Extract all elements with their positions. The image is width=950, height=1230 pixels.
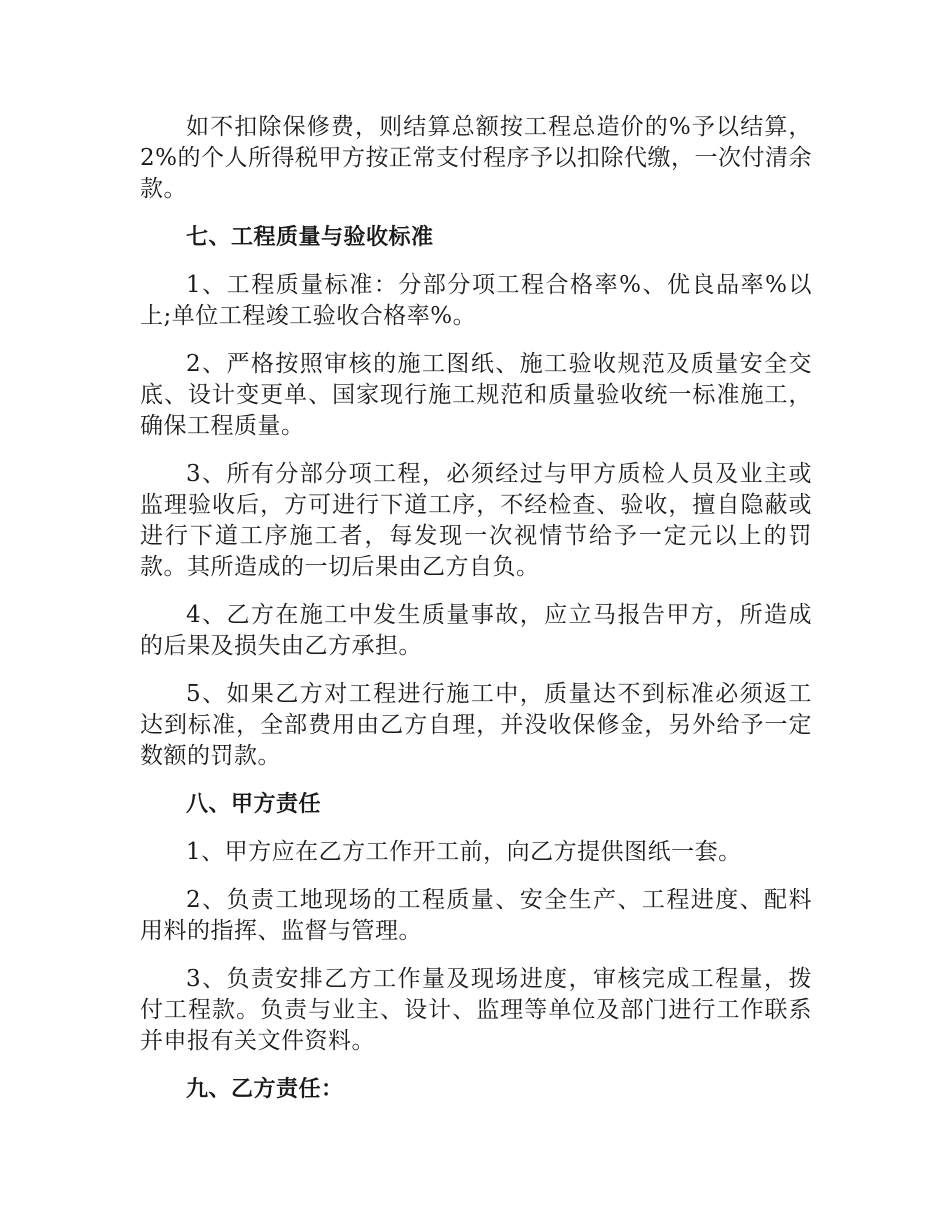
section-heading-party-b: 九、乙方责任： bbox=[186, 1077, 344, 1102]
paragraph-party-a-2: 2、负责工地现场的工程质量、安全生产、工程进度、配料用料的指挥、监督与管理。 bbox=[140, 887, 812, 944]
section-heading-quality: 七、工程质量与验收标准 bbox=[186, 225, 434, 250]
paragraph-party-a-3: 3、负责安排乙方工作量及现场进度，审核完成工程量，拨付工程款。负责与业主、设计、监理等单位及部门进行工作联系并申报有关文件资料。 bbox=[140, 966, 812, 1054]
paragraph-settlement: 如不扣除保修费，则结算总额按工程总造价的%予以结算，2%的个人所得税甲方按正常支付程序予以扣除代缴，一次付清余款。 bbox=[140, 114, 812, 202]
paragraph-party-a-1: 1、甲方应在乙方工作开工前，向乙方提供图纸一套。 bbox=[186, 839, 742, 865]
section-heading-party-a: 八、甲方责任 bbox=[186, 792, 322, 817]
paragraph-quality-3: 3、所有分部分项工程，必须经过与甲方质检人员及业主或监理验收后，方可进行下道工序，不经检查、验收，擅自隐蔽或进行下道工序施工者，每发现一次视情节给予一定元以上的罚款。其所造成的一切后果由乙方自负。 bbox=[140, 461, 812, 580]
document-body bbox=[140, 112, 812, 1122]
paragraph-quality-1: 1、工程质量标准：分部分项工程合格率%、优良品率%以上;单位工程竣工验收合格率%。 bbox=[140, 272, 812, 329]
paragraph-quality-5: 5、如果乙方对工程进行施工中，质量达不到标准必须返工达到标准，全部费用由乙方自理，并没收保修金，另外给予一定数额的罚款。 bbox=[140, 681, 812, 769]
paragraph-quality-2: 2、严格按照审核的施工图纸、施工验收规范及质量安全交底、设计变更单、国家现行施工规范和质量验收统一标准施工，确保工程质量。 bbox=[140, 351, 812, 439]
paragraph-quality-4: 4、乙方在施工中发生质量事故，应立马报告甲方，所造成的后果及损失由乙方承担。 bbox=[140, 602, 812, 659]
